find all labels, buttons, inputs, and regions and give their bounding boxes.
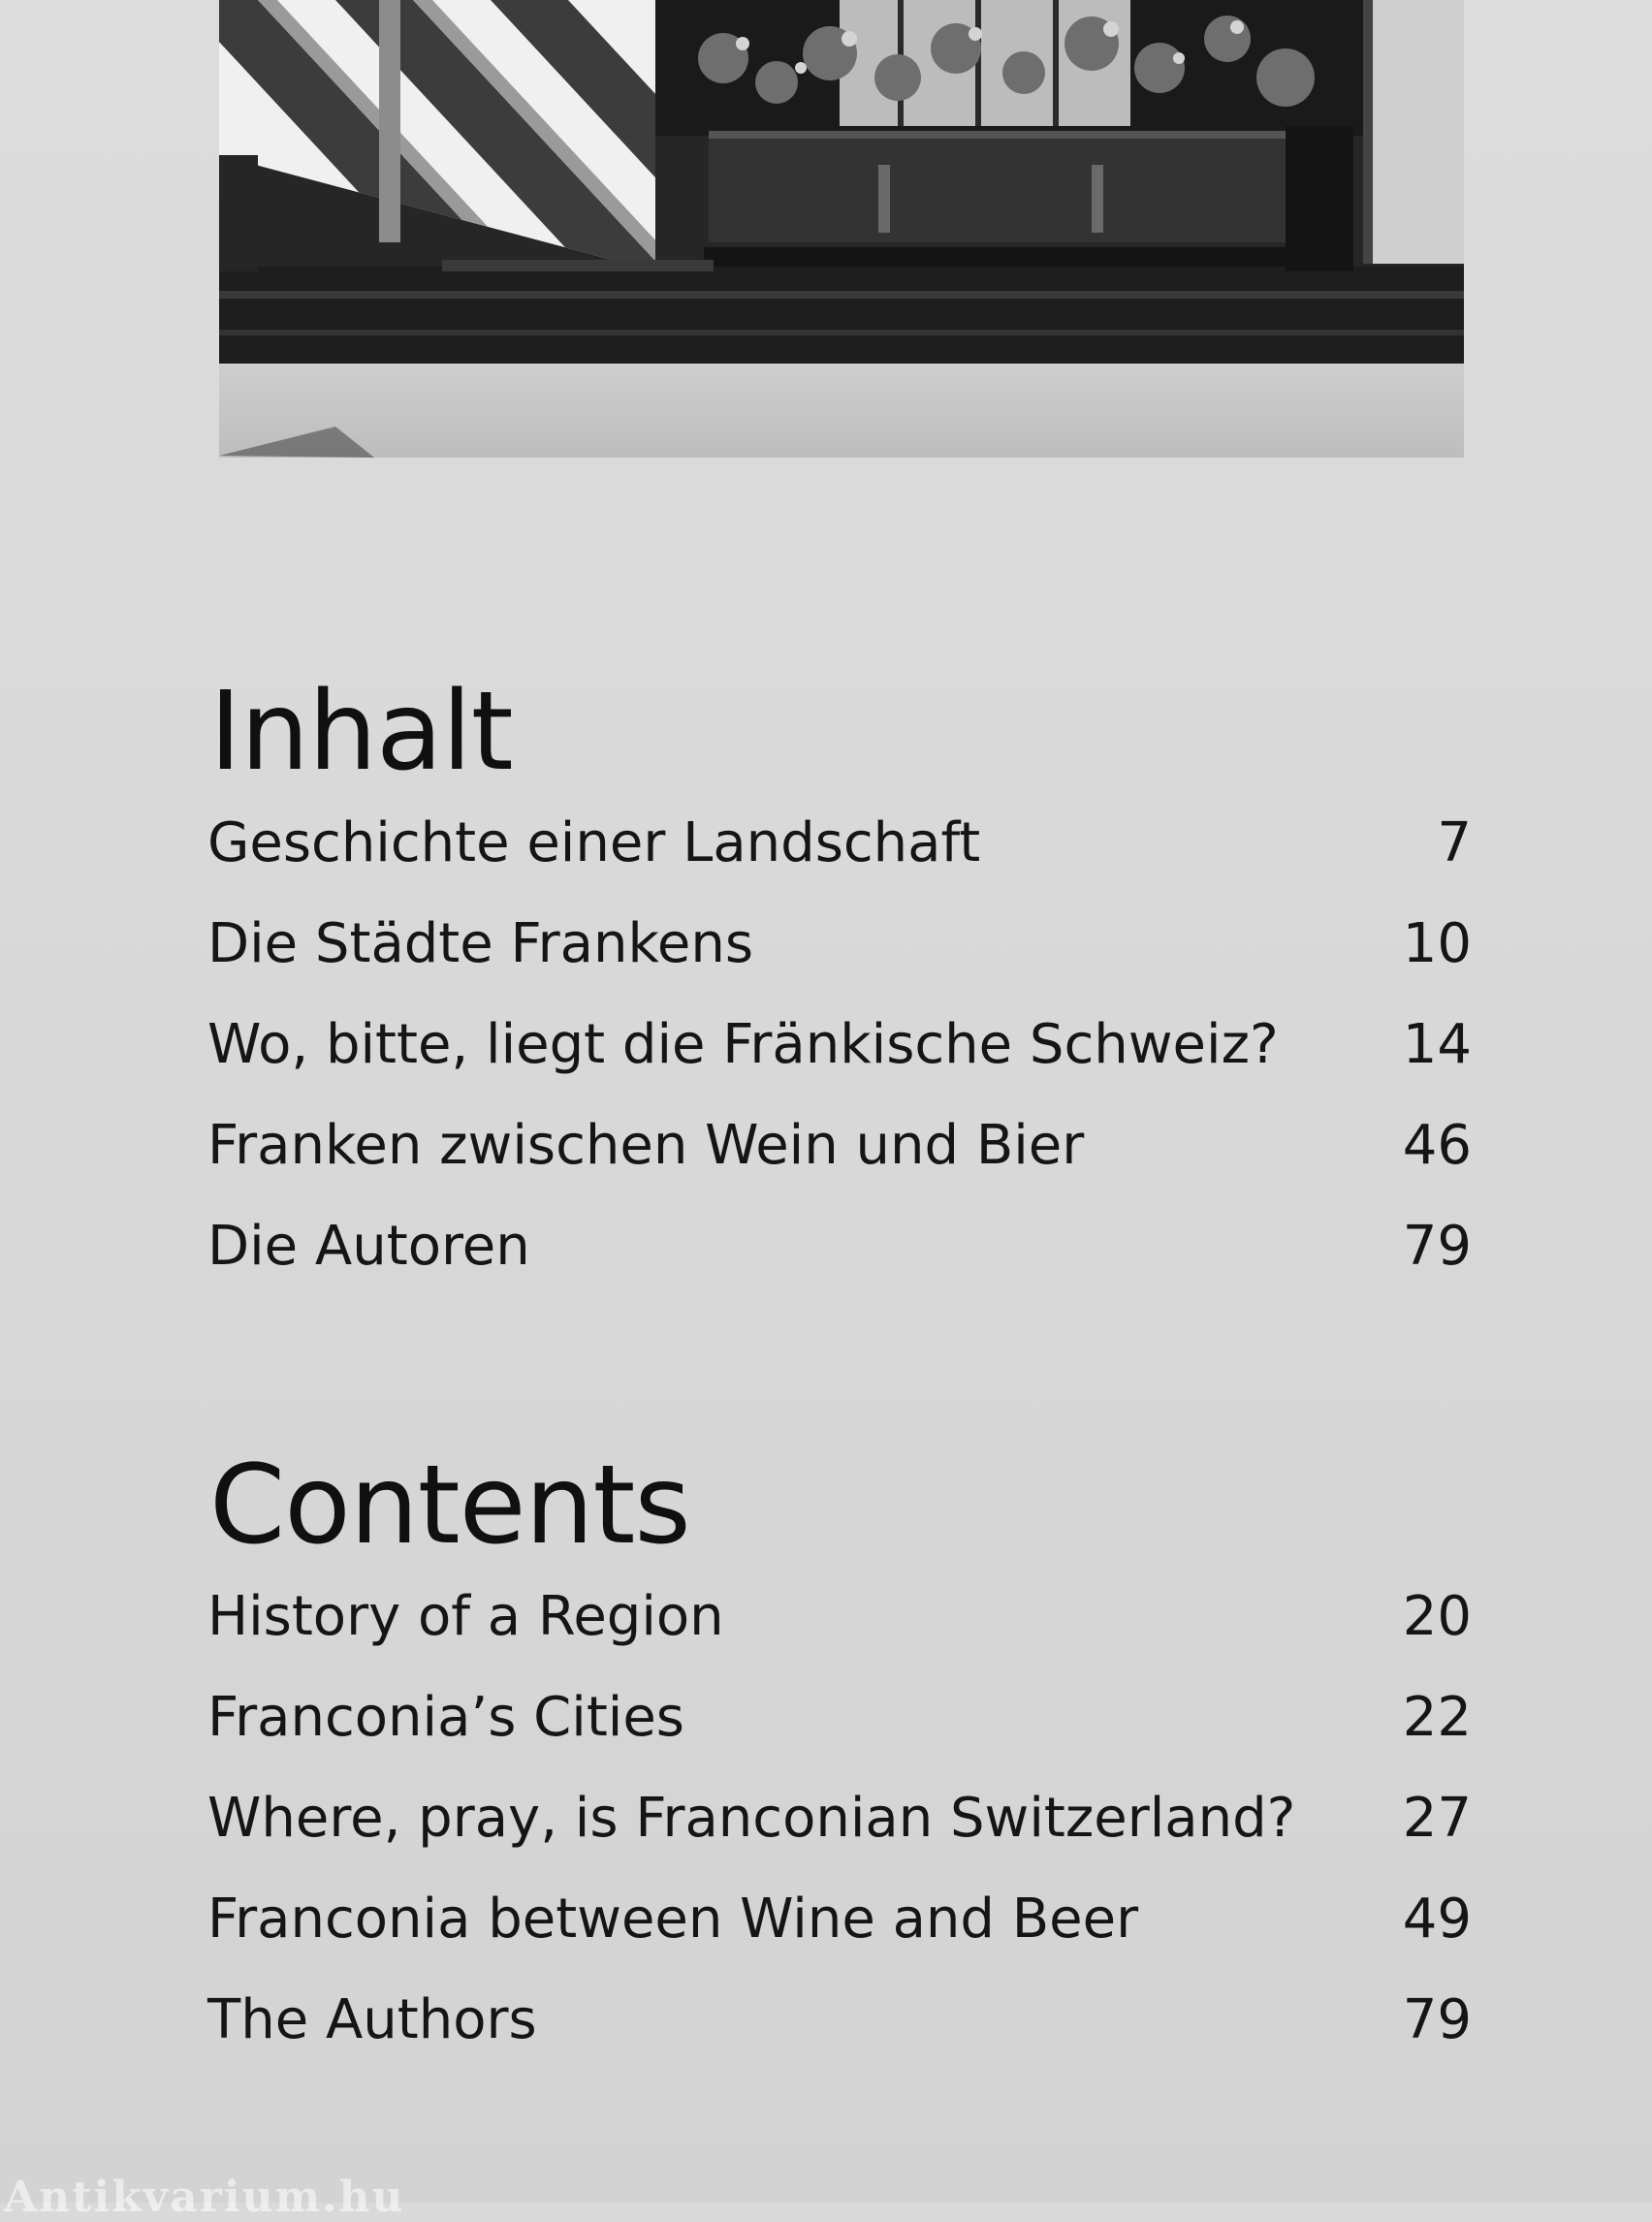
window-photo bbox=[219, 0, 1464, 458]
toc-german bbox=[207, 669, 1472, 1297]
toc-entry-page: 22 bbox=[1402, 1686, 1472, 1749]
toc-entry-title: Where, pray, is Franconian Switzerland? bbox=[207, 1787, 1296, 1850]
toc-entry bbox=[207, 1970, 1472, 2071]
toc-entry-page: 27 bbox=[1402, 1787, 1472, 1850]
toc-entry-page: 79 bbox=[1402, 1215, 1472, 1278]
toc-entry-page: 10 bbox=[1402, 912, 1472, 975]
toc-list-english bbox=[207, 1567, 1472, 2071]
toc-entry bbox=[207, 1667, 1472, 1768]
toc-entry-page: 7 bbox=[1437, 811, 1472, 874]
toc-entry-title: Wo, bitte, liegt die Fränkische Schweiz? bbox=[207, 1013, 1279, 1076]
toc-entry bbox=[207, 793, 1472, 894]
toc-entry bbox=[207, 894, 1472, 995]
toc-heading-inhalt: Inhalt bbox=[209, 669, 513, 795]
toc-entry-page: 49 bbox=[1402, 1888, 1472, 1951]
toc-entry-title: The Authors bbox=[207, 1988, 537, 2051]
watermark: Antikvarium.hu bbox=[4, 2173, 405, 2222]
toc-entry bbox=[207, 1768, 1472, 1869]
toc-entry-page: 79 bbox=[1402, 1988, 1472, 2051]
toc-entry-title: Geschichte einer Landschaft bbox=[207, 811, 981, 874]
toc-entry-title: Franken zwischen Wein und Bier bbox=[207, 1114, 1085, 1177]
toc-entry-page: 46 bbox=[1402, 1114, 1472, 1177]
toc-english bbox=[207, 1443, 1472, 2071]
toc-entry-title: History of a Region bbox=[207, 1585, 724, 1648]
toc-entry-page: 20 bbox=[1402, 1585, 1472, 1648]
toc-entry bbox=[207, 995, 1472, 1095]
toc-entry bbox=[207, 1095, 1472, 1196]
toc-list-german bbox=[207, 793, 1472, 1297]
toc-entry bbox=[207, 1196, 1472, 1297]
toc-entry-title: Die Städte Frankens bbox=[207, 912, 754, 975]
toc-entry-page: 14 bbox=[1402, 1013, 1472, 1076]
toc-entry-title: Die Autoren bbox=[207, 1215, 530, 1278]
toc-entry-title: Franconia between Wine and Beer bbox=[207, 1888, 1139, 1951]
toc-entry bbox=[207, 1869, 1472, 1970]
toc-entry-title: Franconia’s Cities bbox=[207, 1686, 684, 1749]
toc-entry bbox=[207, 1567, 1472, 1667]
toc-heading-contents: Contents bbox=[209, 1443, 690, 1569]
